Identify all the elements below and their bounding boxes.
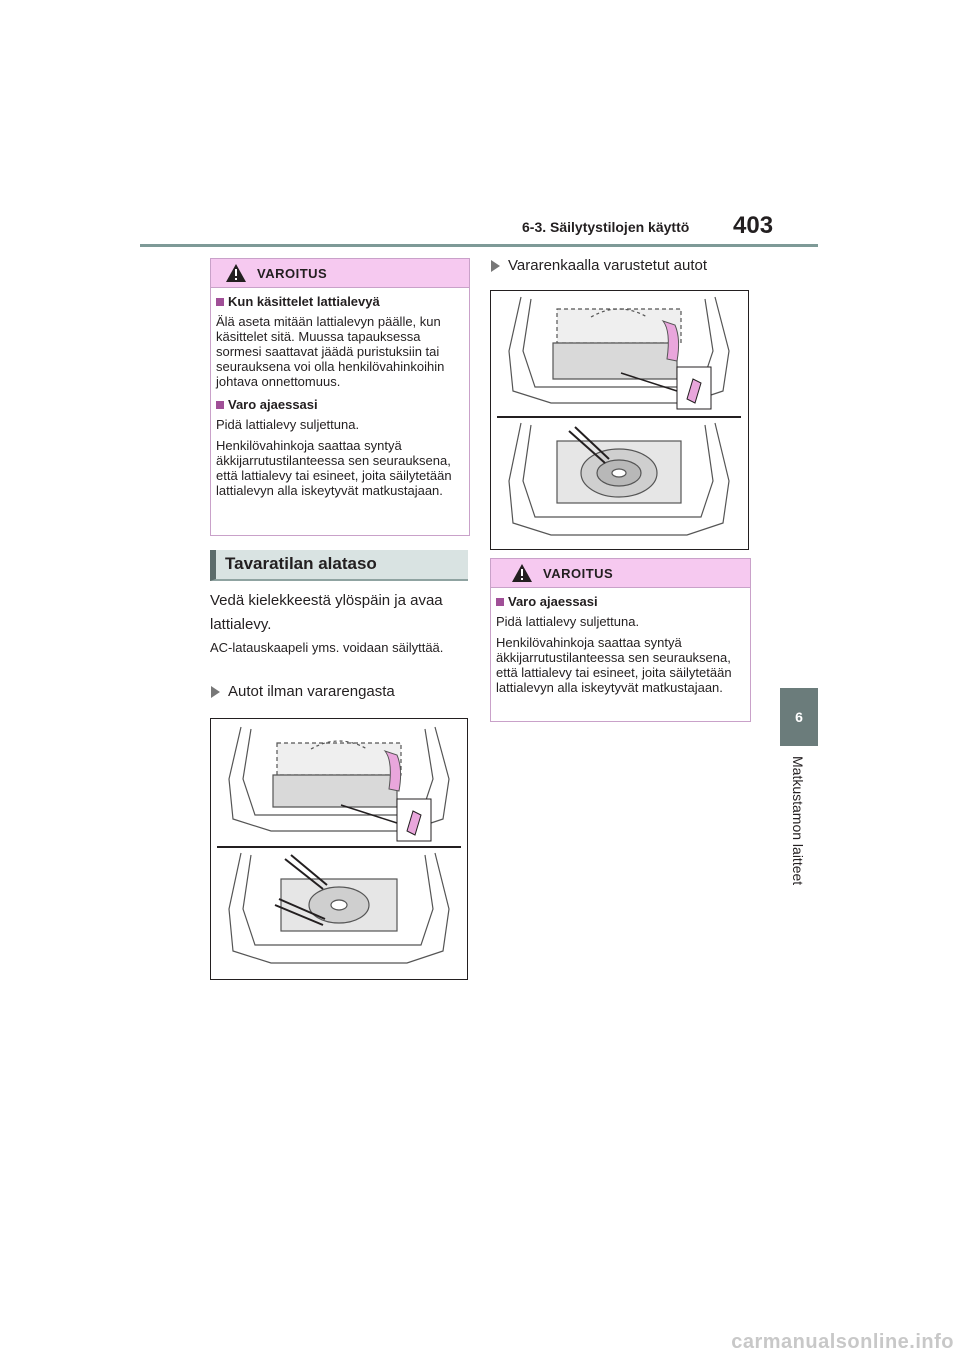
warning-title: VAROITUS bbox=[257, 266, 328, 281]
warning-subheading: Varo ajaessasi bbox=[496, 594, 744, 609]
warning-header bbox=[491, 559, 750, 588]
warning-title: VAROITUS bbox=[543, 566, 614, 581]
chapter-tab: 6 bbox=[780, 688, 818, 746]
bullet-arrow-icon bbox=[211, 686, 220, 698]
header-rule bbox=[140, 244, 818, 247]
bullet-no-spare: Autot ilman vararengasta bbox=[211, 683, 395, 700]
figure-with-spare bbox=[490, 290, 749, 550]
square-bullet-icon bbox=[216, 401, 224, 409]
trunk-spare-illustration bbox=[491, 291, 748, 549]
warning-header bbox=[211, 259, 469, 288]
square-bullet-icon bbox=[216, 298, 224, 306]
warning-triangle-icon bbox=[511, 563, 533, 583]
warning-text: Henkilövahinkoja saattaa syntyä äkkijarrutustilanteessa sen seurauksena, että lattialevy tai esineet, joita säilytetään lattialevyn alla iskeytyvät matkustajaan. bbox=[496, 635, 732, 695]
warning-text: Älä aseta mitään lattialevyn päälle, kun käsittelet sitä. Muussa tapauksessa sormesi saattavat jäädä puristuksiin tai seurauksena voi olla henkilövahinkoihin johtava onnettomuus. bbox=[216, 314, 445, 389]
warning-text: Pidä lattialevy suljettuna. bbox=[216, 417, 360, 432]
page-number: 403 bbox=[733, 212, 774, 239]
chapter-label: Matkustamon laitteet bbox=[790, 756, 806, 886]
square-bullet-icon bbox=[496, 598, 504, 606]
warning-box-2 bbox=[490, 558, 751, 722]
section-heading: Tavaratilan alataso bbox=[210, 550, 468, 581]
warning-box-1 bbox=[210, 258, 470, 536]
figure-no-spare bbox=[210, 718, 468, 980]
warning-subheading: Kun käsittelet lattialevyä bbox=[216, 294, 463, 309]
warning-triangle-icon bbox=[225, 263, 247, 283]
warning-subheading: Varo ajaessasi bbox=[216, 397, 463, 412]
note-text: AC-latauskaapeli yms. voidaan säilyttää. bbox=[210, 640, 444, 655]
warning-text: Henkilövahinkoja saattaa syntyä äkkijarrutustilanteessa sen seurauksena, että lattialevy tai esineet, joita säilytetään lattialevyn alla iskeytyvät matkustajaan. bbox=[216, 438, 452, 498]
running-header-section: 6-3. Säilytystilojen käyttö bbox=[522, 219, 690, 235]
watermark: carmanualsonline.info bbox=[731, 1331, 954, 1353]
trunk-illustration bbox=[211, 719, 467, 979]
bullet-with-spare: Vararenkaalla varustetut autot bbox=[491, 257, 707, 274]
instruction-text: Vedä kielekkeestä ylöspäin ja avaa lattialevy. bbox=[210, 592, 443, 633]
warning-text: Pidä lattialevy suljettuna. bbox=[496, 614, 640, 629]
bullet-arrow-icon bbox=[491, 260, 500, 272]
